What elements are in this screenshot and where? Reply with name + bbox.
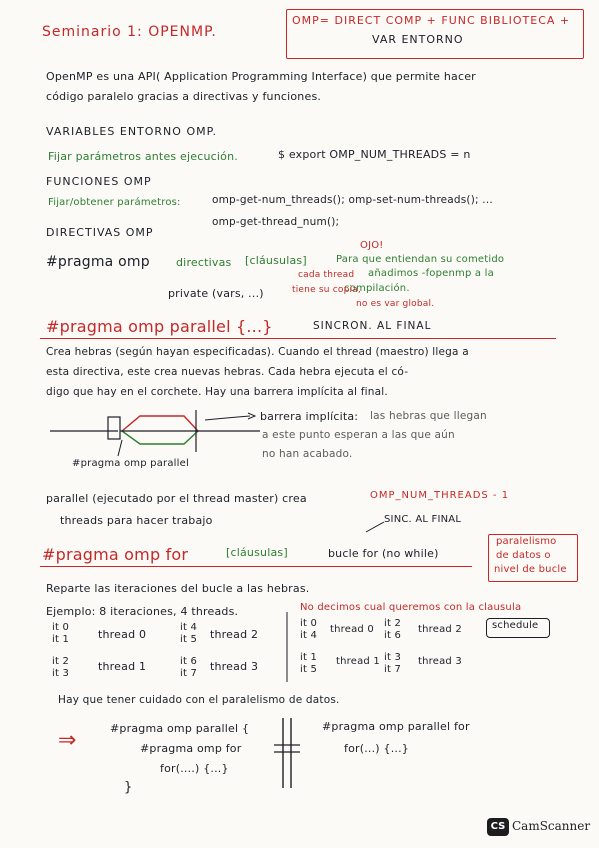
diagram-caption: #pragma omp parallel [72, 458, 189, 469]
private-note1: cada thread [298, 270, 355, 280]
private-note2: tiene su copia, [292, 285, 361, 295]
parallel-desc-line2: esta directiva, este crea nuevas hebras. Cada hebra ejecuta el có- [46, 366, 409, 378]
variables-heading: VARIABLES ENTORNO OMP. [46, 125, 218, 138]
equivalence-arrow: ⇒ [58, 728, 77, 753]
fopenmp-note1: Para que entiendan su cometido [336, 254, 505, 265]
right-group-3-thread: thread 3 [418, 656, 462, 667]
for-reparte: Reparte las iteraciones del bucle a las hebras. [46, 582, 310, 595]
barrier-note2: a este punto esperan a las que aún [262, 429, 455, 441]
fopenmp-note3: compilación. [344, 283, 410, 294]
code-left-line2: #pragma omp for [140, 742, 242, 755]
left-group-0-thread: thread 0 [98, 628, 147, 641]
paralelismo-box-line1: paralelismo [496, 536, 557, 547]
for-heading: #pragma omp for [42, 545, 189, 564]
right-group-2-its: it 1 it 5 [300, 652, 318, 675]
left-group-2-its: it 2 it 3 [52, 656, 70, 679]
master-line1: parallel (ejecutado por el thread master) crea [46, 492, 307, 505]
left-group-3-thread: thread 3 [210, 660, 259, 673]
page-title: Seminario 1: OPENMP. [42, 24, 217, 40]
left-group-1-its: it 4 it 5 [180, 622, 198, 645]
schedule-label: schedule [492, 620, 539, 631]
parallel-desc-line3: digo que hay en el corchete. Hay una barrera implícita al final. [46, 386, 388, 398]
paralelismo-box-line3: nivel de bucle [494, 564, 567, 575]
paralelismo-box-line2: de datos o [496, 550, 551, 561]
clausulas-label: [cláusulas] [245, 254, 307, 267]
parallel-heading: #pragma omp parallel {...} [46, 317, 273, 336]
code-right-line2: for(...) {...} [344, 742, 409, 755]
barrier-label: barrera implícita: [260, 410, 359, 423]
left-group-3-its: it 6 it 7 [180, 656, 198, 679]
barrier-note1: las hebras que llegan [370, 410, 487, 422]
intro-line2: código paralelo gracias a directivas y funciones. [46, 90, 322, 103]
ojo-note: OJO! [360, 240, 384, 251]
parallel-desc-line1: Crea hebras (según hayan especificadas). Cuando el thread (maestro) llega a [46, 346, 469, 358]
sync-end-label: SINC. AL FINAL [384, 514, 462, 525]
funciones-heading: FUNCIONES OMP [46, 175, 152, 188]
for-clausulas: [cláusulas] [226, 546, 288, 559]
camscanner-brand: CamScanner [512, 819, 591, 833]
right-group-0-its: it 0 it 4 [300, 618, 318, 641]
barrier-note3: no han acabado. [262, 448, 353, 460]
right-group-1-its: it 2 it 6 [384, 618, 402, 641]
camscanner-logo: CS [487, 818, 509, 836]
right-group-0-thread: thread 0 [330, 624, 374, 635]
right-group-2-thread: thread 1 [336, 656, 380, 667]
code-left-line1: #pragma omp parallel { [110, 722, 250, 735]
funciones-desc: Fijar/obtener parámetros: [48, 197, 181, 208]
header-box-line1: OMP= DIRECT COMP + FUNC BIBLIOTECA + [292, 14, 571, 27]
no-decimos-note: No decimos cual queremos con la clausula [300, 602, 522, 613]
right-group-3-its: it 3 it 7 [384, 652, 402, 675]
fopenmp-note2: añadimos -fopenmp a la [368, 268, 494, 279]
pragma-omp: #pragma omp [46, 254, 150, 270]
private-note3: no es var global. [356, 299, 435, 309]
variables-command: $ export OMP_NUM_THREADS = n [278, 148, 471, 161]
master-env-var: OMP_NUM_THREADS - 1 [370, 490, 510, 501]
left-group-2-thread: thread 1 [98, 660, 147, 673]
parallel-sync-label: SINCRON. AL FINAL [313, 320, 432, 332]
intro-line1: OpenMP es una API( Application Programming Interface) que permite hacer [46, 70, 476, 83]
left-group-1-thread: thread 2 [210, 628, 259, 641]
code-left-line4: } [124, 780, 133, 795]
for-ejemplo: Ejemplo: 8 iteraciones, 4 threads. [46, 605, 239, 618]
right-group-1-thread: thread 2 [418, 624, 462, 635]
code-left-line3: for(....) {...} [160, 762, 229, 775]
directivas-word: directivas [176, 256, 232, 269]
private-clause: private (vars, ...) [168, 287, 264, 300]
master-line2: threads para hacer trabajo [60, 514, 213, 527]
for-bucle: bucle for (no while) [328, 547, 439, 560]
left-group-0-its: it 0 it 1 [52, 622, 70, 645]
cuidado-note: Hay que tener cuidado con el paralelismo de datos. [58, 694, 340, 706]
funciones-line1: omp-get-num_threads(); omp-set-num-threads(); ... [212, 194, 493, 206]
code-right-line1: #pragma omp parallel for [322, 720, 470, 733]
funciones-line2: omp-get-thread_num(); [212, 216, 340, 228]
header-box-line2: VAR ENTORNO [372, 33, 464, 46]
directivas-heading: DIRECTIVAS OMP [46, 226, 154, 239]
variables-desc: Fijar parámetros antes ejecución. [48, 150, 238, 163]
